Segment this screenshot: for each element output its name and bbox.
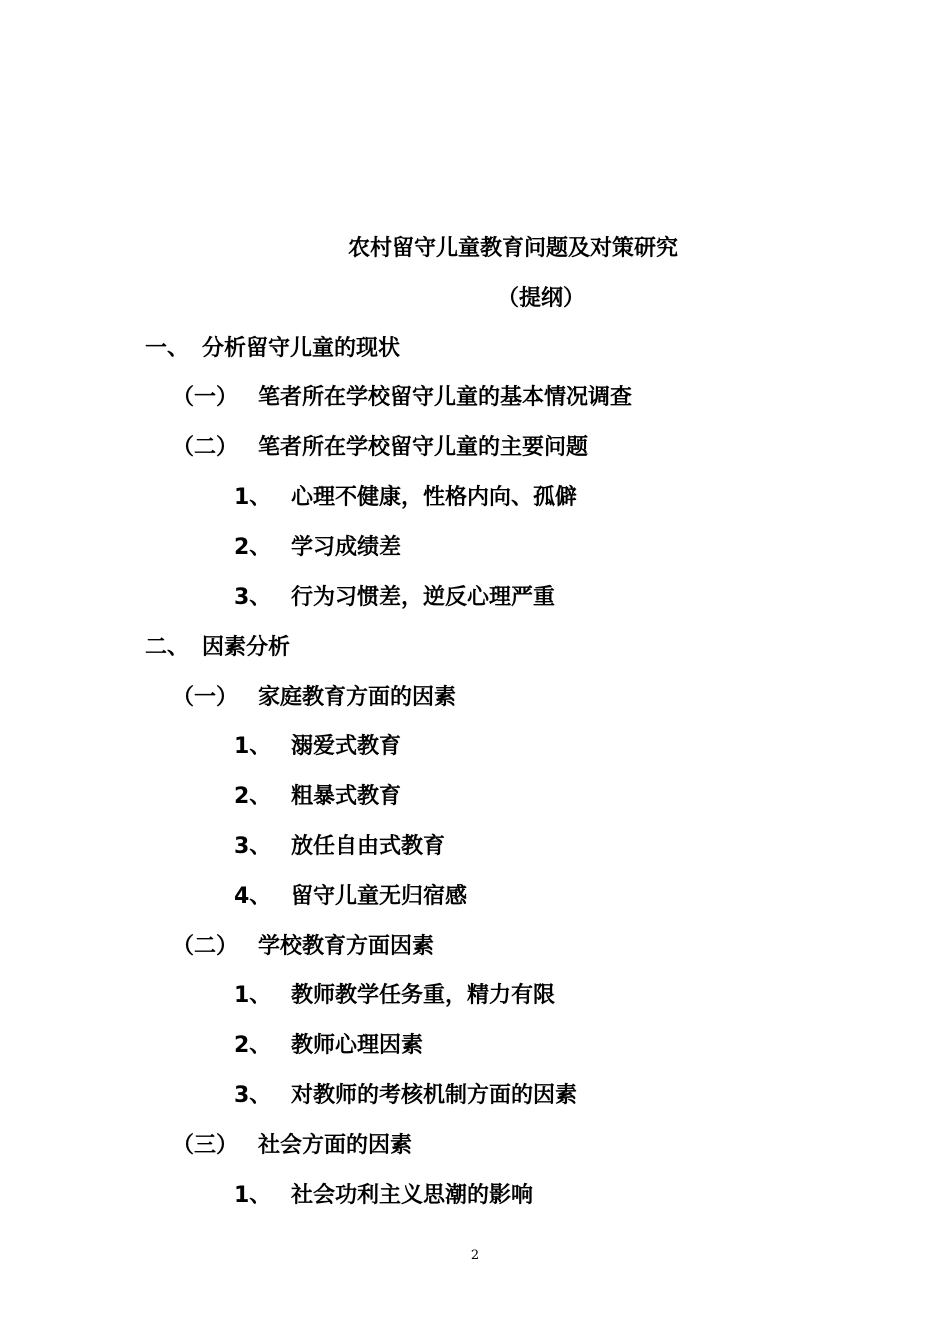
document-title: 农村留守儿童教育问题及对策研究 [348, 236, 679, 261]
outline-text: 家庭教育方面的因素 [258, 685, 457, 710]
outline-marker: 1、 [234, 485, 272, 510]
outline-text: 社会功利主义思潮的影响 [291, 1183, 534, 1208]
outline-marker: （二） [172, 435, 239, 460]
outline-text: 心理不健康，性格内向、孤僻 [291, 485, 578, 510]
outline-text: 分析留守儿童的现状 [202, 336, 401, 361]
outline-marker: 1、 [234, 1183, 272, 1208]
outline-text: 溺爱式教育 [291, 734, 402, 759]
outline-text: 学习成绩差 [291, 535, 402, 560]
outline-text: 教师心理因素 [291, 1033, 424, 1058]
outline-text: 学校教育方面因素 [258, 934, 435, 959]
outline-marker: 3、 [234, 834, 272, 859]
outline-text: 行为习惯差，逆反心理严重 [291, 585, 556, 610]
outline-marker: 1、 [234, 983, 272, 1008]
outline-marker: 2、 [234, 1033, 272, 1058]
outline-marker: 2、 [234, 535, 272, 560]
outline-text: 笔者所在学校留守儿童的主要问题 [258, 435, 589, 460]
outline-marker: 3、 [234, 1083, 272, 1108]
outline-marker: 2、 [234, 784, 272, 809]
outline-marker: （二） [172, 934, 239, 959]
outline-marker: 1、 [234, 734, 272, 759]
outline-marker: （一） [172, 685, 239, 710]
outline-text: 留守儿童无归宿感 [291, 884, 468, 909]
outline-text: 放任自由式教育 [291, 834, 446, 859]
outline-marker: 二、 [145, 635, 190, 660]
outline-marker: （一） [172, 385, 239, 410]
outline-text: 教师教学任务重，精力有限 [291, 983, 556, 1008]
outline-text: 笔者所在学校留守儿童的基本情况调查 [258, 385, 633, 410]
outline-text: 对教师的考核机制方面的因素 [291, 1083, 578, 1108]
outline-marker: （三） [172, 1133, 239, 1158]
outline-marker: 3、 [234, 585, 272, 610]
document-subtitle: （提纲） [497, 286, 586, 311]
outline-text: 因素分析 [202, 635, 291, 660]
outline-text: 粗暴式教育 [291, 784, 402, 809]
outline-text: 社会方面的因素 [258, 1133, 413, 1158]
page-number: 2 [470, 1248, 480, 1263]
outline-marker: 4、 [234, 884, 272, 909]
outline-marker: 一、 [145, 336, 190, 361]
